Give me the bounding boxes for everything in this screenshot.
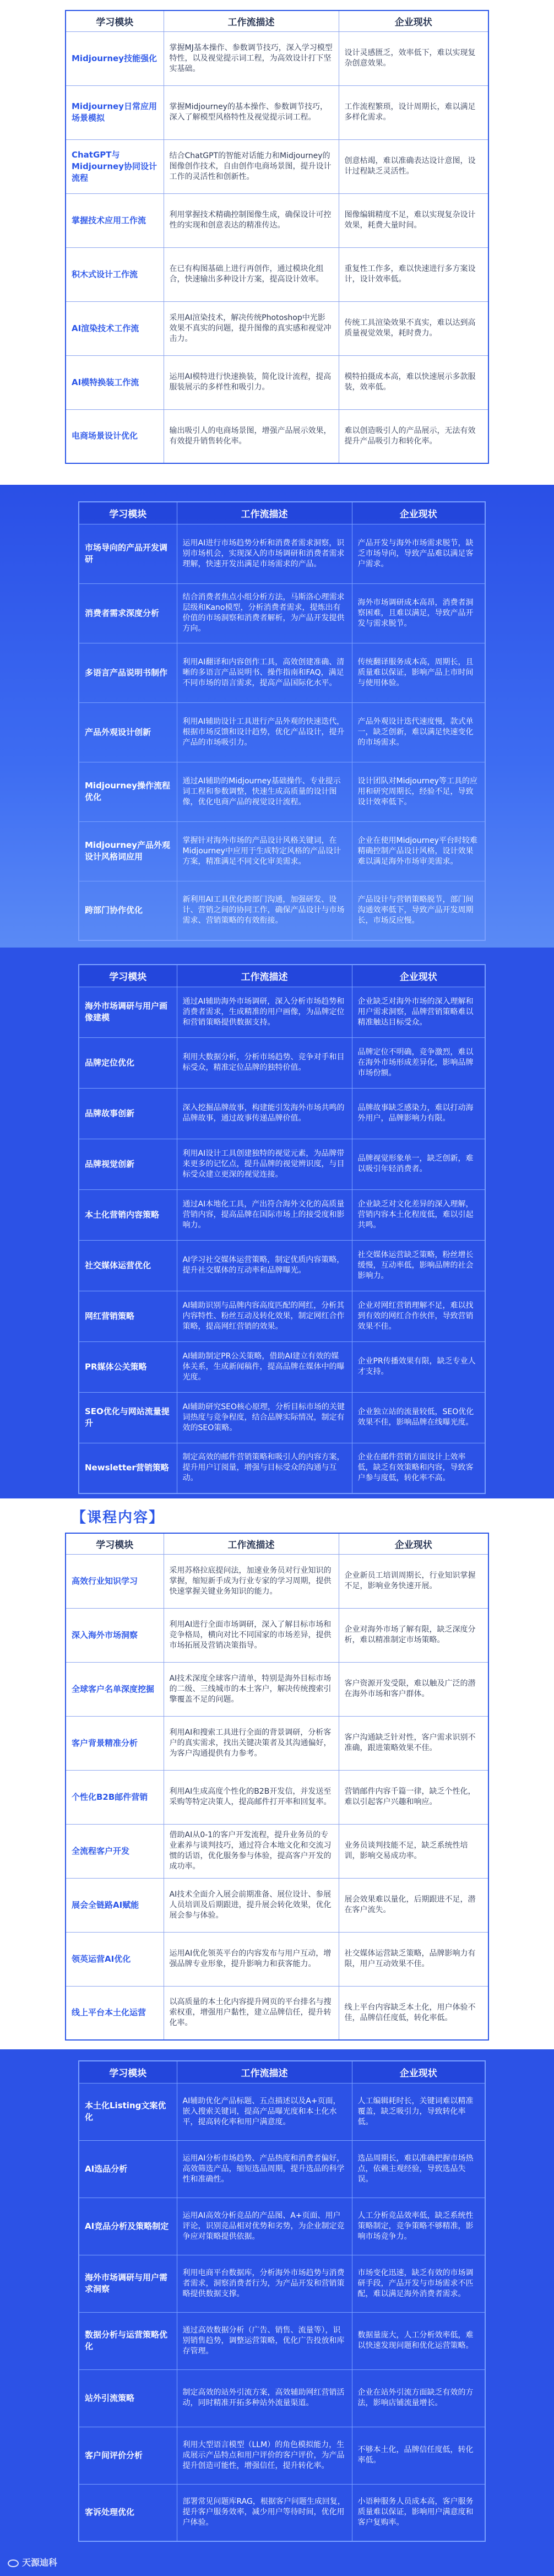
table-row [79, 1443, 485, 1493]
description-cell: 以高质量的本土化内容提升网页的平台排名与搜索权重，增强用户黏性，建立品牌信任，提升转化率。 [164, 1986, 339, 2040]
header-module: 学习模块 [79, 965, 177, 987]
module-cell: 全球客户名单深度挖掘 [66, 1662, 164, 1716]
section-brand-marketing [0, 948, 554, 1498]
status-cell: 产品设计与营销策略脱节，部门间沟通效率低下，导致产品开发周期长，市场反应慢。 [352, 881, 485, 940]
description-cell: 运用AI优化领英平台的内容发布与用户互动，增强品牌专业形象，提升影响力和获客能力。 [164, 1932, 339, 1986]
table-row [66, 355, 488, 409]
module-cell: 客诉处理优化 [79, 2484, 177, 2541]
description-cell: 运用AI分析市场趋势、产品热度和消费者偏好，高效筛选产品，缩短选品周期，提升选品的科学性和准确性。 [177, 2140, 352, 2198]
module-cell: Midjourney日常应用场景模拟 [66, 85, 164, 139]
table-row [79, 987, 485, 1037]
status-cell: 人工编辑耗时长，关键词难以精准覆盖，缺乏吸引力，导致转化率低。 [352, 2083, 485, 2140]
module-cell: 客户背景精准分析 [66, 1716, 164, 1770]
module-cell: 品牌视觉创新 [79, 1139, 177, 1189]
module-cell: AI渲染技术工作流 [66, 301, 164, 355]
table-row [66, 409, 488, 463]
module-cell: Midjourney操作流程优化 [79, 762, 177, 821]
status-cell: 设计灵感匮乏，效率低下，难以实现复杂创意效果。 [339, 31, 488, 85]
course-content-heading: 【课程内容】 [72, 1509, 165, 1526]
status-cell: 企业独立站的流量较低，SEO优化效果不佳，影响品牌在线曝光度。 [352, 1392, 485, 1443]
status-cell: 海外市场调研成本高昂，消费者洞察困难，且难以满足，导致产品开发与需求脱节。 [352, 583, 485, 643]
business-development-table [65, 1533, 489, 2041]
table-row [79, 702, 485, 762]
table-row [79, 524, 485, 583]
module-cell: 展会全链路AI赋能 [66, 1878, 164, 1932]
description-cell: 运用AI进行市场趋势分析和消费者需求洞察，识别市场机会，实现深入的市场调研和消费者需求理解，快速开发出满足市场需求的产品。 [177, 524, 352, 583]
table-row [66, 1554, 488, 1608]
description-cell: 通过高效数据分析（广告、销售、流量等），识别销售趋势，调整运营策略，优化广告投放和库存管理。 [177, 2312, 352, 2369]
description-cell: 借助AI从0-1的客户开发流程，提升业务员的专业素养与谈判技巧，通过符合本地文化和交流习惯的话语，优化服务参与体验，提高客户开发的成功率。 [164, 1824, 339, 1878]
description-cell: 通过AI辅助海外市场调研，深入分析市场趋势和消费者需求，生成精准的用户画像，为品牌定位和营销策略提供数据支持。 [177, 987, 352, 1037]
description-cell: 深入挖掘品牌故事，构建能引发海外市场共鸣的品牌故事，通过故事传递品牌价值。 [177, 1088, 352, 1139]
module-cell: 本土化营销内容策略 [79, 1189, 177, 1240]
table-row [79, 762, 485, 821]
description-cell: 掌握MJ基本操作、参数调节技巧，深入学习模型特性，以及视觉提示词工程，为高效设计打下坚实基础。 [164, 31, 339, 85]
module-cell: AI竞品分析及策略制定 [79, 2198, 177, 2255]
status-cell: 选品周期长，难以准确把握市场热点，依赖主观经验，导致选品失误。 [352, 2140, 485, 2198]
table-row [66, 1824, 488, 1878]
header-description: 工作流描述 [177, 502, 352, 524]
description-cell: 利用大数据分析，分析市场趋势、竞争对手和目标受众，精准定位品牌的独特价值。 [177, 1037, 352, 1088]
table-header-row [79, 965, 485, 987]
table-row [79, 1139, 485, 1189]
table-row [66, 85, 488, 139]
module-cell: 个性化B2B邮件营销 [66, 1770, 164, 1824]
ecommerce-operations-table [78, 2060, 486, 2542]
description-cell: 通过AI本地化工具，产出符合海外文化的高质量营销内容，提高品牌在国际市场上的接受度和影响力。 [177, 1189, 352, 1240]
table-row [79, 821, 485, 881]
module-cell: 全流程客户开发 [66, 1824, 164, 1878]
table-row [79, 1240, 485, 1291]
header-description: 工作流描述 [177, 2061, 352, 2083]
section-ecommerce-operations [0, 2049, 554, 2576]
status-cell: 设计团队对Midjourney等工具的应用和研究周期长，经验不足，导致设计效率低下。 [352, 762, 485, 821]
header-status: 企业现状 [339, 1533, 488, 1554]
module-cell: SEO优化与网站流量提升 [79, 1392, 177, 1443]
table-row [66, 1608, 488, 1662]
description-cell: 利用大型语言模型（LLM）的角色模拟能力，生成展示产品特点和用户评价的客户评价，为产品提升创造可能性，增强信任，提升转化率。 [177, 2427, 352, 2484]
module-cell: 线上平台本土化运营 [66, 1986, 164, 2040]
table-header-row [79, 502, 485, 524]
description-cell: 掌握针对海外市场的产品设计风格关键词，在Midjourney中应用于生成特定风格的产品设计方案，精准满足不同文化审美需求。 [177, 821, 352, 881]
status-cell: 小语种服务人员成本高，客户服务质量难以保证，影响用户满意度和客户复购率。 [352, 2484, 485, 2541]
description-cell: 制定高效的邮件营销策略和吸引人的内容方案，提升用户订阅量，增强与目标受众的沟通与互动。 [177, 1443, 352, 1493]
table-header-row [66, 10, 488, 31]
module-cell: 多语言产品说明书制作 [79, 643, 177, 702]
header-description: 工作流描述 [164, 10, 339, 31]
module-cell: 电商场景设计优化 [66, 409, 164, 463]
header-status: 企业现状 [352, 2061, 485, 2083]
status-cell: 传统翻译服务成本高，周期长，且质量难以保证，影响产品上市时间与使用体验。 [352, 643, 485, 702]
design-workflow-table [65, 10, 489, 464]
status-cell: 品牌故事缺乏感染力，难以打动海外用户，品牌影响力有限。 [352, 1088, 485, 1139]
status-cell: 社交媒体运营缺乏策略，粉丝增长缓慢，互动率低，影响品牌的社会影响力。 [352, 1240, 485, 1291]
status-cell: 企业在站外引流方面缺乏有效的方法，影响店铺流量增长。 [352, 2369, 485, 2427]
description-cell: 结合消费者焦点小组分析方法，马斯洛心理需求层级和Kano模型，分析消费者需求，提炼出有价值的市场洞察和消费者解析，为产品开发提供方向。 [177, 583, 352, 643]
status-cell: 不够本土化，品牌信任度低，转化率低。 [352, 2427, 485, 2484]
status-cell: 模特拍摄成本高，难以快速展示多款服装，效率低。 [339, 355, 488, 409]
description-cell: AI辅助优化产品标题、五点描述以及A+页面，嵌入搜索关键词，提高产品曝光度和本土化水平，提高转化率和用户满意度。 [177, 2083, 352, 2140]
watermark-text: 天源迪科 [22, 2557, 58, 2568]
header-status: 企业现状 [352, 965, 485, 987]
table-header-row [79, 2061, 485, 2083]
module-cell: Newsletter营销策略 [79, 1443, 177, 1493]
status-cell: 客户沟通缺乏针对性，客户需求识别不准确，跟进策略效果不佳。 [339, 1716, 488, 1770]
module-cell: ChatGPT与Midjourney协同设计流程 [66, 139, 164, 193]
status-cell: 工作流程繁琐，设计周期长，难以满足多样化需求。 [339, 85, 488, 139]
status-cell: 品牌视觉形象单一，缺乏创新，难以吸引年轻消费者。 [352, 1139, 485, 1189]
table-row [79, 2083, 485, 2140]
table-row [66, 301, 488, 355]
brand-marketing-table [78, 964, 486, 1494]
description-cell: 采用苏格拉底提问法，加速业务员对行业知识的掌握，缩短新手成为行业专家的学习周期，提供快速掌握关键业务知识的能力。 [164, 1554, 339, 1608]
table-row [66, 31, 488, 85]
header-description: 工作流描述 [177, 965, 352, 987]
table-row [79, 2484, 485, 2541]
description-cell: 结合ChatGPT的智能对话能力和Midjourney的图像创作技术，自由创作电商场景图，提升设计工作的灵活性和创新性。 [164, 139, 339, 193]
table-row [66, 1770, 488, 1824]
table-row [66, 139, 488, 193]
table-row [79, 2140, 485, 2198]
status-cell: 企业PR传播效果有限，缺乏专业人才支持。 [352, 1341, 485, 1392]
module-cell: 领英运营AI优化 [66, 1932, 164, 1986]
logo-icon [8, 2559, 19, 2567]
status-cell: 企业对网红营销理解不足，难以找到有效的网红合作伙伴，导致营销效果不佳。 [352, 1291, 485, 1341]
header-module: 学习模块 [79, 2061, 177, 2083]
status-cell: 难以创造吸引人的产品展示，无法有效提升产品吸引力和转化率。 [339, 409, 488, 463]
table-row [66, 1932, 488, 1986]
header-description: 工作流描述 [164, 1533, 339, 1554]
status-cell: 创意枯竭，难以准确表达设计意图，设计过程缺乏灵活性。 [339, 139, 488, 193]
module-cell: 海外市场调研与用户需求洞察 [79, 2255, 177, 2312]
status-cell: 企业对海外市场了解有限，缺乏深度分析，难以精准制定市场策略。 [339, 1608, 488, 1662]
description-cell: 利用AI辅助设计工具进行产品外观的快速迭代，根据市场反馈和设计趋势，优化产品设计，提升产品的市场吸引力。 [177, 702, 352, 762]
status-cell: 营销邮件内容千篇一律，缺乏个性化，难以引起客户兴趣和响应。 [339, 1770, 488, 1824]
description-cell: 采用AI渲染技术，解决传统Photoshop中光影效果不真实的问题，提升图像的真实感和视觉冲击力。 [164, 301, 339, 355]
header-status: 企业现状 [352, 502, 485, 524]
table-row [79, 881, 485, 940]
module-cell: 深入海外市场洞察 [66, 1608, 164, 1662]
status-cell: 企业在邮件营销方面设计上效率低，缺乏有效策略和内容，导致客户参与度低，转化率不高。 [352, 1443, 485, 1493]
status-cell: 产品外观设计迭代速度慢，款式单一，缺乏创新，难以满足快速变化的市场需求。 [352, 702, 485, 762]
table-row [79, 2198, 485, 2255]
description-cell: 利用AI和搜索工具进行全面的背景调研，分析客户的真实需求，找出关键决策者及其沟通偏好，为客户沟通提供有力参考。 [164, 1716, 339, 1770]
table-row [79, 583, 485, 643]
module-cell: Midjourney技能强化 [66, 31, 164, 85]
table-row [79, 1392, 485, 1443]
description-cell: AI辅助研究SEO核心原理，分析目标市场的关键词热度与竞争程度，结合品牌实际情况，制定有效的SEO策略。 [177, 1392, 352, 1443]
description-cell: AI辅助制定PR公关策略，借助AI建立有效的媒体关系，生成新闻稿件，提高品牌在媒体中的曝光度。 [177, 1341, 352, 1392]
description-cell: 利用AI翻译和内容创作工具，高效创建准确、清晰的多语言产品说明书、操作指南和FAQ，满足不同市场的语言需求，提高产品国际化水平。 [177, 643, 352, 702]
status-cell: 展会效果难以量化，后期跟进不足，潜在客户流失。 [339, 1878, 488, 1932]
header-module: 学习模块 [66, 10, 164, 31]
table-row [79, 1088, 485, 1139]
section-design-workflow [0, 0, 554, 485]
module-cell: 站外引流策略 [79, 2369, 177, 2427]
status-cell: 社交媒体运营缺乏策略，品牌影响力有限，用户互动效果不佳。 [339, 1932, 488, 1986]
description-cell: 通过AI辅助的Midjourney基础操作、专业提示词工程和参数调整，快速生成高质量的设计图像，优化电商产品的视觉设计流程。 [177, 762, 352, 821]
watermark [8, 2556, 57, 2568]
module-cell: 客户间评价分析 [79, 2427, 177, 2484]
table-row [79, 643, 485, 702]
status-cell: 产品开发与海外市场需求脱节，缺乏市场导向，导致产品难以满足客户需求。 [352, 524, 485, 583]
status-cell: 图像编辑精度不足，难以实现复杂设计效果，耗费大量时间。 [339, 193, 488, 247]
description-cell: 利用AI设计工具创建独特的视觉元素，为品牌带来更多的记忆点，提升品牌的视觉辨识度，与目标受众建立更深的视觉连接。 [177, 1139, 352, 1189]
table-row [66, 1986, 488, 2040]
table-row [79, 1341, 485, 1392]
table-row [79, 1291, 485, 1341]
table-row [79, 2255, 485, 2312]
module-cell: 数据分析与运营策略优化 [79, 2312, 177, 2369]
table-header-row [66, 1533, 488, 1554]
status-cell: 重复性工作多，难以快速进行多方案设计，设计效率低。 [339, 247, 488, 301]
module-cell: 社交媒体运营优化 [79, 1240, 177, 1291]
module-cell: 产品外观设计创新 [79, 702, 177, 762]
module-cell: 消费者需求深度分析 [79, 583, 177, 643]
description-cell: 制定高效的站外引流方案，高效辅助网红营销活动，同时精准开拓多种站外流量渠道。 [177, 2369, 352, 2427]
module-cell: 本土化Listing文案优化 [79, 2083, 177, 2140]
table-row [79, 2369, 485, 2427]
table-row [66, 1878, 488, 1932]
table-row [79, 2427, 485, 2484]
description-cell: 利用电商平台数据库，分析海外市场趋势与消费者需求，洞察消费者行为，为产品开发和营销策略提供数据支撑。 [177, 2255, 352, 2312]
status-cell: 企业缺乏对海外市场的深入理解和用户需求洞察，品牌营销策略难以精准触达目标受众。 [352, 987, 485, 1037]
module-cell: 海外市场调研与用户画像建模 [79, 987, 177, 1037]
module-cell: AI模特换装工作流 [66, 355, 164, 409]
header-module: 学习模块 [79, 502, 177, 524]
status-cell: 人工分析竞品效率低，缺乏系统性策略制定，竞争策略不够精准，影响市场竞争力。 [352, 2198, 485, 2255]
table-row [66, 1716, 488, 1770]
description-cell: 新利用AI工具优化跨部门沟通，加强研发、设计、营销之间的协同工作，确保产品设计与市场需求、营销策略的有效衔接。 [177, 881, 352, 940]
table-row [79, 2312, 485, 2369]
status-cell: 企业缺乏对文化差异的深入理解，营销内容本土化程度低，难以引起共鸣。 [352, 1189, 485, 1240]
status-cell: 业务员谈判技能不足，缺乏系统性培训，影响交易成功率。 [339, 1824, 488, 1878]
description-cell: 部署常见问题库RAG，根据客户问题生成回复，提升客户服务效率，减少用户等待时间，优化用户体验。 [177, 2484, 352, 2541]
description-cell: 运用AI模特进行快速换装，简化设计流程，提高服装展示的多样性和吸引力。 [164, 355, 339, 409]
description-cell: 掌握Midjourney的基本操作、参数调节技巧，深入了解模型风格特性及视觉提示词工程。 [164, 85, 339, 139]
module-cell: 高效行业知识学习 [66, 1554, 164, 1608]
module-cell: 积木式设计工作流 [66, 247, 164, 301]
header-module: 学习模块 [66, 1533, 164, 1554]
module-cell: 跨部门协作优化 [79, 881, 177, 940]
header-status: 企业现状 [339, 10, 488, 31]
status-cell: 企业新员工培训周期长，行业知识掌握不足，影响业务快速开展。 [339, 1554, 488, 1608]
description-cell: 利用AI进行全面市场调研，深入了解目标市场和竞争格局，横向对比不同国家的市场差异，提供市场拓展及营销决策指导。 [164, 1608, 339, 1662]
table-row [66, 1662, 488, 1716]
description-cell: AI技术深度全球客户清单，特别是海外目标市场的二级、三线城市的本土客户，解决传统搜索引擎覆盖不足的问题。 [164, 1662, 339, 1716]
table-row [79, 1189, 485, 1240]
description-cell: 利用AI生成高度个性化的B2B开发信，并发送至采购等特定决策人，提高邮件打开率和回复率。 [164, 1770, 339, 1824]
description-cell: 在已有构图基础上进行再创作，通过模块化组合，快速输出多种设计方案，提高设计效率。 [164, 247, 339, 301]
description-cell: AI学习社交媒体运营策略，制定优质内容策略，提升社交媒体的互动率和品牌曝光。 [177, 1240, 352, 1291]
module-cell: Midjourney产品外观设计风格词应用 [79, 821, 177, 881]
section-product-development [0, 485, 554, 948]
module-cell: 市场导向的产品开发调研 [79, 524, 177, 583]
status-cell: 数据量庞大，人工分析效率低，难以快速发现问题和优化运营策略。 [352, 2312, 485, 2369]
table-row [79, 1037, 485, 1088]
description-cell: 输出吸引人的电商场景图，增强产品展示效果，有效提升销售转化率。 [164, 409, 339, 463]
module-cell: 网红营销策略 [79, 1291, 177, 1341]
description-cell: AI辅助识别与品牌内容高度匹配的网红，分析其内容特性、粉丝互动及转化效果，制定网红合作策略，提高网红营销的效果。 [177, 1291, 352, 1341]
table-row [66, 193, 488, 247]
status-cell: 线上平台内容缺乏本土化，用户体验不佳，品牌信任度低，转化率低。 [339, 1986, 488, 2040]
module-cell: PR媒体公关策略 [79, 1341, 177, 1392]
product-development-table [78, 501, 486, 941]
module-cell: AI选品分析 [79, 2140, 177, 2198]
description-cell: AI技术全面介入展会前期准备、展位设计、参展人员培训及后期跟进，提升展会转化效果，优化展会参与体验。 [164, 1878, 339, 1932]
status-cell: 企业在使用Midjourney平台时较难精确控制产品设计风格，设计效果难以满足海外市场审美需求。 [352, 821, 485, 881]
module-cell: 掌握技术应用工作流 [66, 193, 164, 247]
table-row [66, 247, 488, 301]
module-cell: 品牌故事创新 [79, 1088, 177, 1139]
description-cell: 利用掌握技术精确控制图像生成，确保设计可控性的实现和创意表达的精准传达。 [164, 193, 339, 247]
status-cell: 市场变化迅速，缺乏有效的市场调研手段，产品开发与市场需求不匹配，难以满足海外消费者需求。 [352, 2255, 485, 2312]
section-course-content [0, 1498, 554, 2049]
status-cell: 传统工具渲染效果不真实，难以达到高质量视觉效果，耗时费力。 [339, 301, 488, 355]
module-cell: 品牌定位优化 [79, 1037, 177, 1088]
description-cell: 运用AI高效分析竞品的产品图、A+页面、用户评论，识别竞品相对优势和劣势，为企业制定竞争应对策略提供依据。 [177, 2198, 352, 2255]
status-cell: 品牌定位不明确，竞争激烈，难以在海外市场形成差异化，影响品牌市场份额。 [352, 1037, 485, 1088]
status-cell: 客户资源开发受限，难以触及广泛的潜在海外市场和客户群体。 [339, 1662, 488, 1716]
